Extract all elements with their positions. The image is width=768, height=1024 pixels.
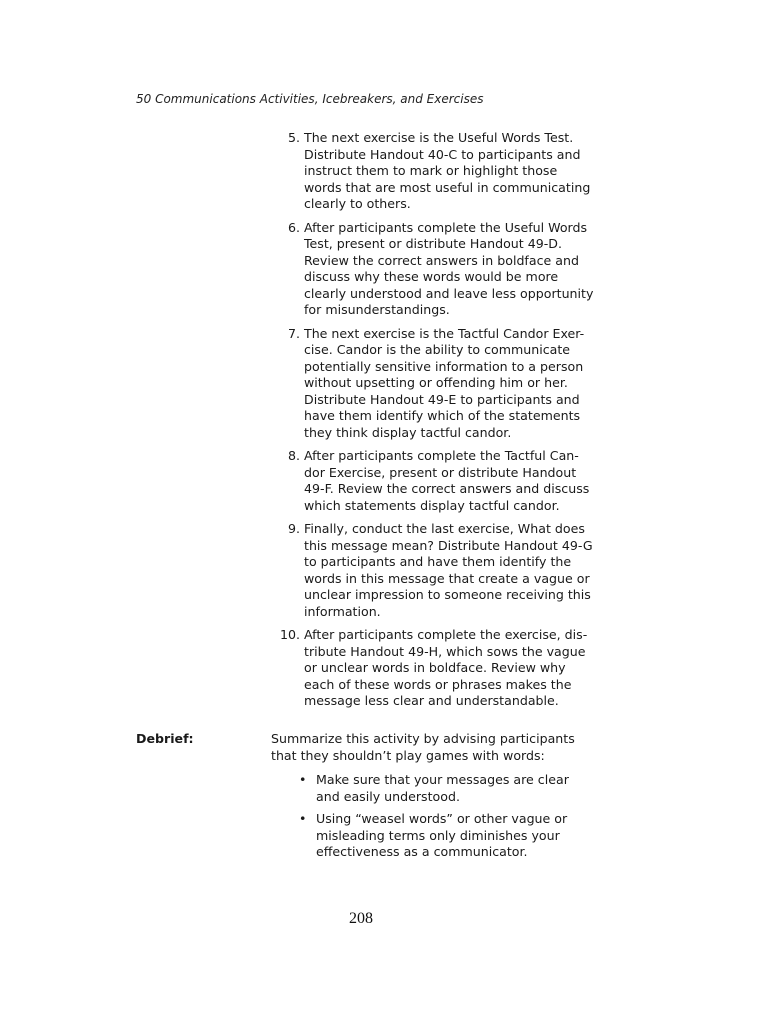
step-item: [276, 220, 596, 319]
step-item: [276, 326, 596, 442]
debrief-bullet-list: [271, 772, 596, 861]
bullet-item: [271, 772, 596, 805]
step-text: After participants complete the exercise, dis-tribute Handout 49-H, which sows the vague or unclear words in boldface. Review why each of these words or phrases makes the message less clear and understandable.: [304, 627, 588, 708]
step-number: 9.: [287, 521, 300, 536]
step-item: [276, 521, 596, 620]
step-text: The next exercise is the Useful Words Test. Distribute Handout 40-C to participants and instruct them to mark or highlight those words that are most useful in communicating clearly to others.: [304, 130, 591, 211]
page-number: 208: [349, 910, 373, 927]
step-text: After participants complete the Useful Words Test, present or distribute Handout 49-D. Review the correct answers in boldface and discuss why these words would be more clearly understood and leave less opportunity for misunderstandings.: [304, 219, 594, 317]
bullet-item: [271, 811, 596, 861]
procedure-steps-list: [276, 130, 596, 717]
step-number: 8.: [287, 448, 300, 463]
step-item: [276, 627, 596, 710]
step-text: Finally, conduct the last exercise, What does this message mean? Distribute Handout 49-G to participants and have them identify the words in this message that create a vague or unclear impression to someone receiving this information.: [304, 521, 593, 619]
step-item: [276, 130, 596, 213]
step-number: 5.: [287, 130, 300, 145]
debrief-section: [271, 731, 596, 867]
bullet-icon: •: [299, 811, 307, 826]
debrief-intro: Summarize this activity by advising participants that they shouldn’t play games with words:: [271, 731, 575, 763]
bullet-text: Make sure that your messages are clear and easily understood.: [316, 772, 569, 804]
step-number: 10.: [279, 627, 300, 642]
step-item: [276, 448, 596, 514]
debrief-label: Debrief:: [136, 731, 194, 746]
running-header: 50 Communications Activities, Icebreakers, and Exercises: [136, 92, 484, 106]
bullet-icon: •: [299, 772, 307, 787]
bullet-text: Using “weasel words” or other vague or misleading terms only diminishes your effectiveness as a communicator.: [316, 811, 568, 859]
step-text: After participants complete the Tactful Can-dor Exercise, present or distribute Handout 49-F. Review the correct answers and discuss which statements display tactful candor.: [304, 448, 590, 513]
step-number: 6.: [287, 219, 300, 235]
step-number: 7.: [287, 325, 300, 341]
step-text: The next exercise is the Tactful Candor Exer-cise. Candor is the ability to communicate potentially sensitive information to a person without upsetting or offending him or her. Distribute Handout 49-E to participants and have them identify which of the statements they think display tactful candor.: [304, 325, 585, 440]
